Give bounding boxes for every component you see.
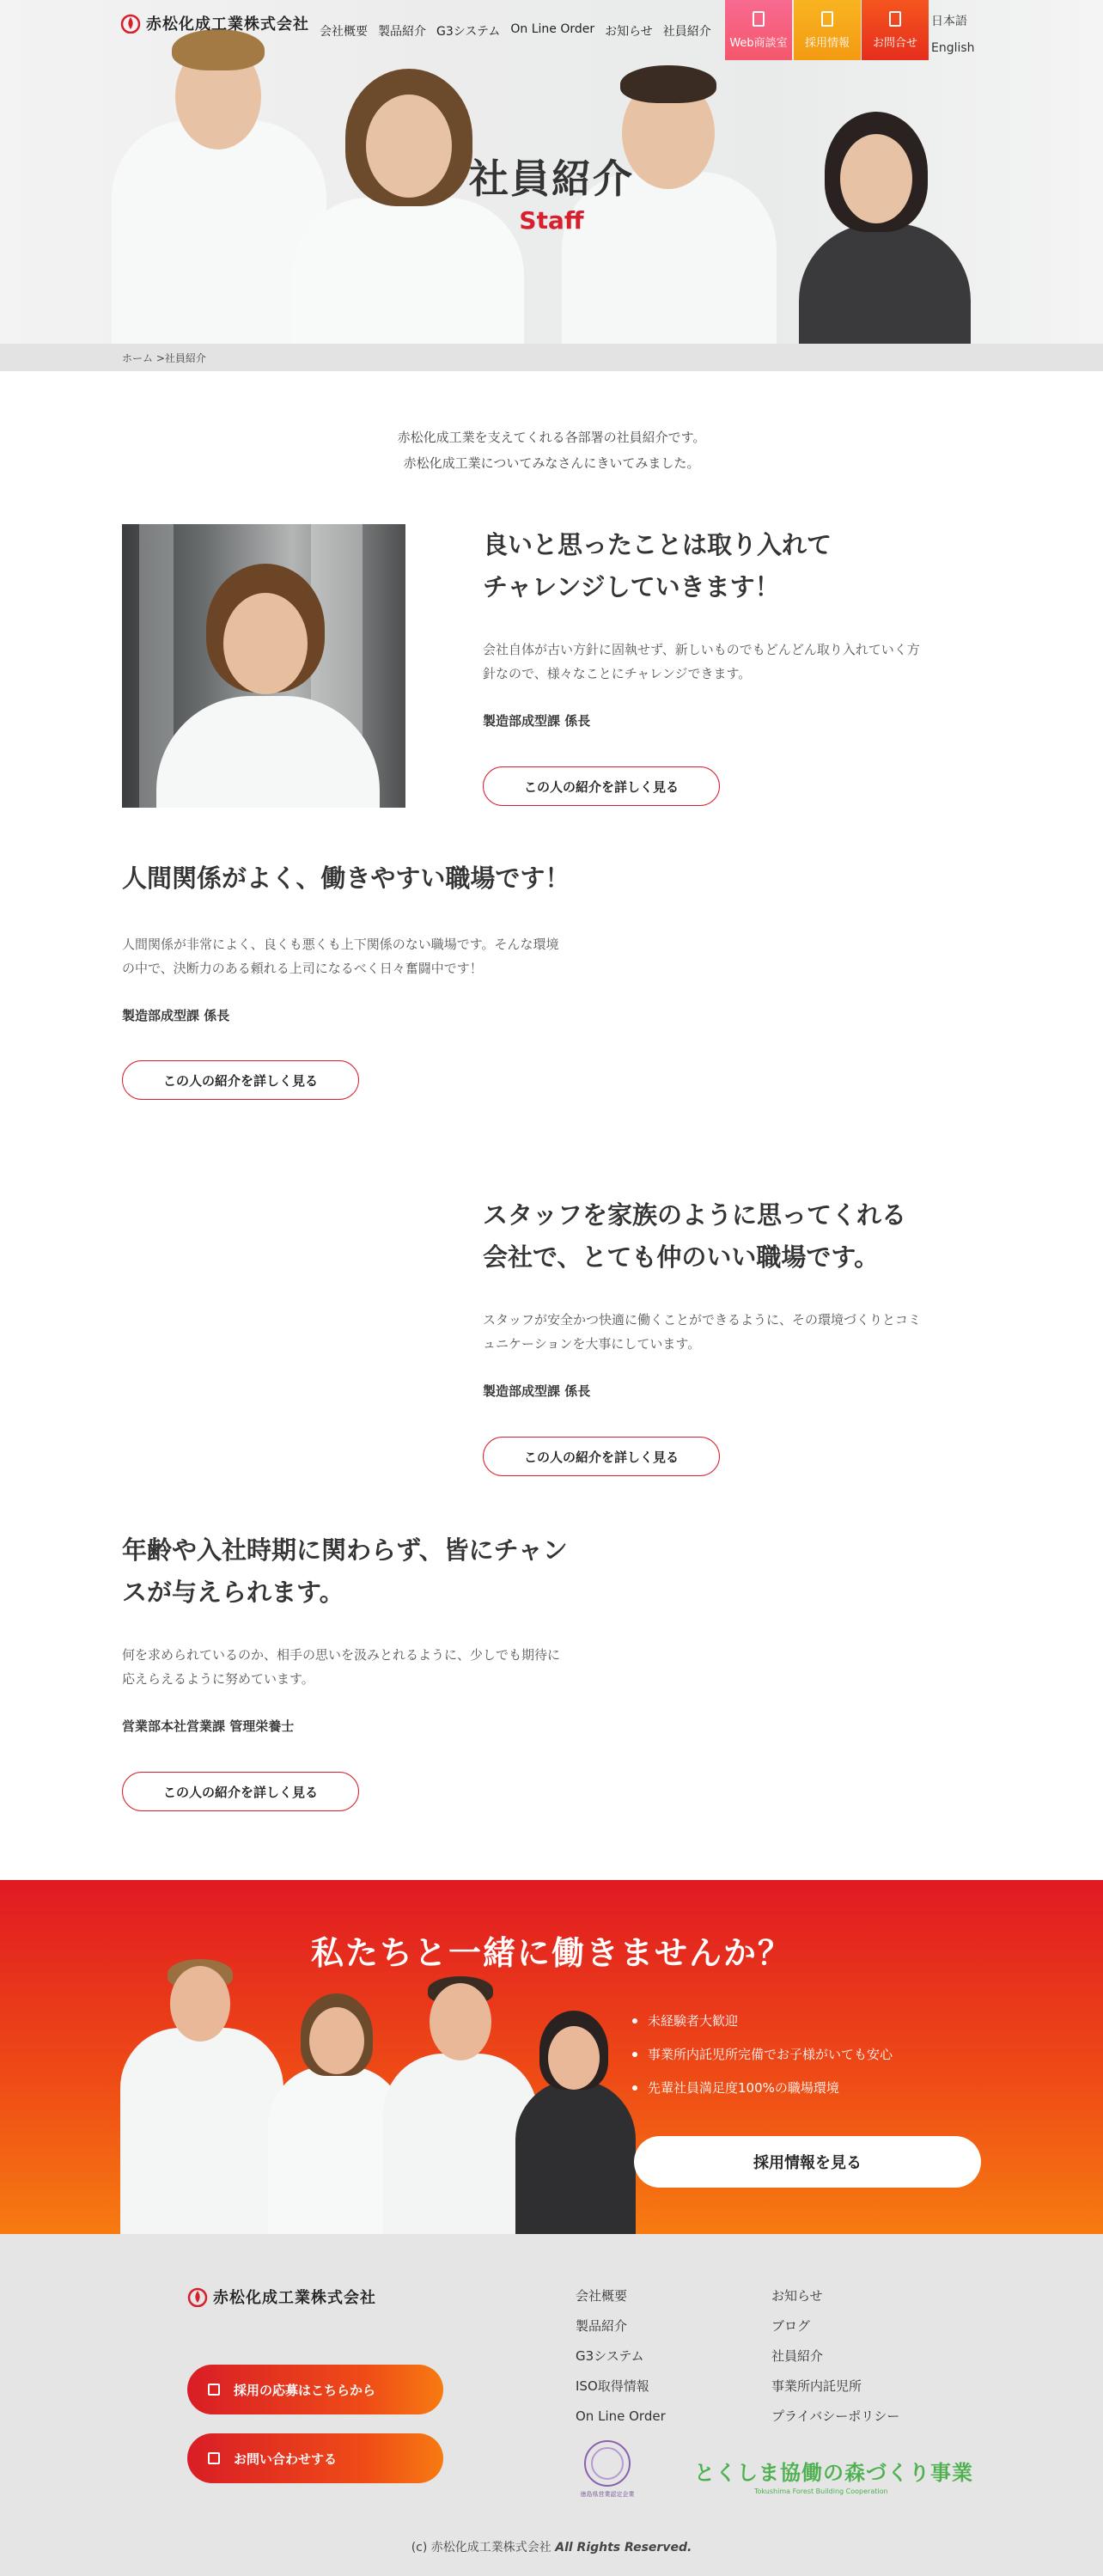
logo-flame-icon [120,13,141,34]
footer-link-products[interactable]: 製品紹介 [576,2318,628,2334]
intro-line-1: 赤松化成工業を支えてくれる各部署の社員紹介です。 [397,430,706,445]
video-icon [753,11,765,27]
logo-flame-icon [187,2286,208,2307]
staff-description-line: 何を求められているのか、相手の思いを汲みとれるように、少しでも期待に [122,1647,561,1663]
footer-link-blog[interactable]: ブログ [771,2318,811,2334]
footer-link-g3-system[interactable]: G3システム [576,2348,644,2364]
forest-project-logo [694,2456,973,2495]
site-footer [0,2234,1103,2576]
recruit-photo-staff-4 [515,2011,636,2234]
mail-icon [889,11,901,27]
nav-item-company[interactable]: 会社概要 [320,25,368,39]
staff-heading [483,524,920,608]
staff-description [483,1308,921,1356]
footer-logo[interactable] [187,2286,376,2308]
staff-heading [122,858,570,900]
main-nav [320,22,711,40]
person-icon [208,2384,220,2396]
recruit-photo-staff-3 [383,1976,538,2234]
copyright-rights: All Rights Reserved. [555,2541,692,2555]
contact-button[interactable] [862,0,929,60]
intro-line-2: 赤松化成工業についてみなさんにきいてみました。 [403,455,700,471]
contact-label: お問合せ [872,36,917,50]
staff-block-1 [483,524,920,729]
staff-detail-button[interactable]: この人の紹介を詳しく見る [483,766,720,806]
staff-heading-line: 良いと思ったことは取り入れて [483,530,832,559]
breadcrumb-home[interactable]: ホーム [122,352,154,364]
staff-heading [483,1194,921,1279]
staff-heading-line: 人間関係がよく、働きやすい職場です！ [122,864,570,893]
person-icon [821,11,833,27]
forest-project-title: とくしま協働の森づくり事業 [694,2461,973,2485]
recruit-point: 未経験者大歓迎 [632,2004,893,2037]
staff-detail-button[interactable]: この人の紹介を詳しく見る [122,1060,359,1100]
breadcrumb-separator: > [155,352,165,364]
staff-heading-line: スタッフを家族のように思ってくれる [483,1200,907,1230]
staff-description-line: 針なので、様々なことにチャレンジできます。 [483,666,752,681]
nav-item-online-order[interactable]: On Line Order [510,22,595,36]
recruit-info-label: 採用情報 [804,36,850,50]
staff-description [122,932,570,980]
recruit-point: 事業所内託児所完備でお子様がいても安心 [632,2037,893,2071]
footer-link-news[interactable]: お知らせ [771,2288,823,2304]
footer-logo-text: 赤松化成工業株式会社 [213,2289,376,2307]
staff-block-4 [122,1529,568,1735]
language-switcher [931,9,975,62]
lang-english[interactable]: English [931,41,975,55]
site-header [0,0,1103,60]
recruit-title: 私たちと一緒に働きませんか？ [310,1934,792,1972]
logo-text: 赤松化成工業株式会社 [146,15,309,34]
intro-text [0,424,1103,476]
footer-link-staff[interactable]: 社員紹介 [771,2348,824,2364]
footer-link-company[interactable]: 会社概要 [576,2288,628,2304]
recruit-banner [0,1880,1103,2234]
recruit-points [632,2004,893,2104]
web-meeting-button[interactable] [725,0,792,60]
staff-description-line: 会社自体が古い方針に固執せず、新しいものでもどんどん取り入れていく方 [483,642,920,657]
footer-link-online-order[interactable]: On Line Order [576,2408,666,2424]
page-subtitle: Staff [519,206,584,235]
staff-photo-1 [122,524,405,808]
seal-emblem-icon [584,2440,631,2487]
apply-button-label: 採用の応募はこちらから [234,2382,376,2398]
apply-button[interactable] [187,2365,443,2414]
footer-link-iso[interactable]: ISO取得情報 [576,2378,649,2394]
staff-heading-line: チャレンジしていきます！ [483,572,780,601]
footer-link-nursery[interactable]: 事業所内託児所 [771,2378,862,2394]
breadcrumb-bar [0,344,1103,371]
nav-item-news[interactable]: お知らせ [605,25,653,39]
seal-caption: 徳島県営業認定企業 [580,2491,635,2498]
staff-role: 製造部成型課 係長 [483,713,591,729]
staff-description-line: の中で、決断力のある頼れる上司になるべく日々奮闘中です！ [122,961,483,976]
staff-heading-line: スが与えられます。 [122,1578,344,1607]
staff-detail-button[interactable]: この人の紹介を詳しく見る [483,1437,720,1476]
copyright [0,2538,1103,2555]
staff-description [483,638,920,686]
nav-item-g3-system[interactable]: G3システム [436,25,501,39]
staff-role: 製造部成型課 係長 [122,1008,230,1023]
inquiry-button[interactable] [187,2433,443,2483]
mail-icon [208,2452,220,2464]
nav-item-products[interactable]: 製品紹介 [378,25,426,39]
breadcrumb [122,351,206,365]
breadcrumb-current: 社員紹介 [164,352,206,364]
staff-heading [122,1529,568,1614]
nav-item-staff[interactable]: 社員紹介 [662,25,711,39]
footer-links-col-2 [771,2281,899,2432]
footer-link-privacy[interactable]: プライバシーポリシー [771,2408,900,2424]
staff-description-line: 人間関係が非常によく、良くも悪くも上下関係のない職場です。そんな環境 [122,937,559,952]
certification-seal [576,2440,639,2499]
staff-heading-line: 会社で、とても仲のいい職場です。 [483,1242,880,1272]
inquiry-button-label: お問い合わせする [234,2451,338,2467]
staff-description-line: スタッフが安全かつ快適に働くことができるように、その環境づくりとコミ [483,1312,922,1328]
page-title: 社員紹介 [469,156,634,202]
site-logo[interactable] [120,12,309,34]
staff-role: 営業部本社営業課 管理栄養士 [122,1718,295,1734]
staff-block-2 [122,858,570,1024]
recruit-info-button[interactable] [794,0,861,60]
staff-heading-line: 年齢や入社時期に関わらず、皆にチャン [122,1535,568,1565]
footer-links-col-1 [576,2281,666,2432]
staff-role: 製造部成型課 係長 [483,1383,591,1399]
recruit-info-cta-button[interactable]: 採用情報を見る [634,2136,981,2188]
staff-description [122,1643,568,1691]
copyright-prefix: (c) 赤松化成工業株式会社 [411,2541,552,2555]
forest-project-subtitle: Tokushima Forest Building Cooperation [754,2487,888,2495]
staff-description-line: ュニケーションを大事にしています。 [483,1336,701,1352]
lang-japanese[interactable]: 日本語 [931,15,967,28]
staff-detail-button[interactable]: この人の紹介を詳しく見る [122,1772,359,1811]
web-meeting-label: Web商談室 [729,36,788,50]
staff-block-3 [483,1194,921,1400]
recruit-point: 先輩社員満足度100%の職場環境 [632,2071,893,2104]
recruit-photo-staff-1 [120,1959,283,2234]
staff-description-line: 応えらえるように努めています。 [122,1671,314,1687]
